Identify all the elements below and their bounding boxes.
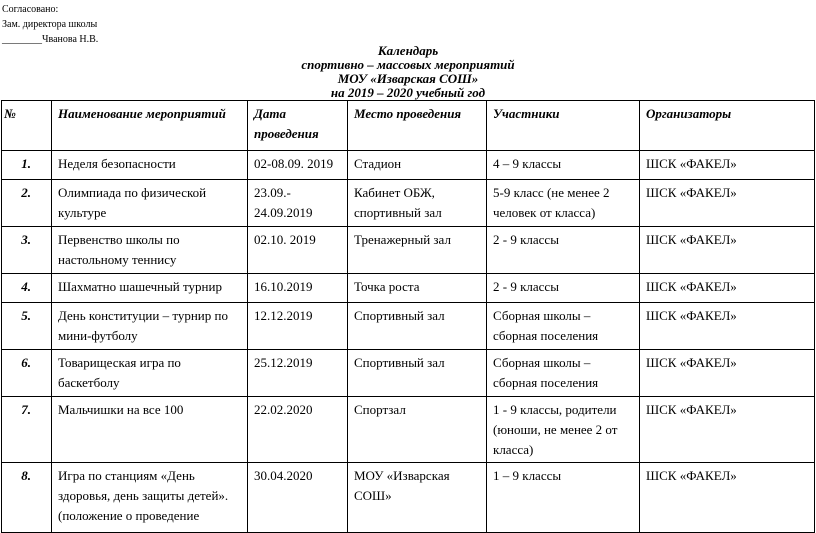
- event-date: 30.04.2020: [248, 463, 348, 533]
- event-participants: 2 - 9 классы: [487, 274, 640, 303]
- event-participants: 4 – 9 классы: [487, 151, 640, 180]
- row-number: 7.: [2, 397, 52, 463]
- events-table: [1, 100, 815, 533]
- event-date: 12.12.2019: [248, 303, 348, 350]
- event-name: Товарищеская игра по баскетболу: [52, 350, 248, 397]
- event-venue: Тренажерный зал: [348, 227, 487, 274]
- event-venue: Спортивный зал: [348, 303, 487, 350]
- event-name: Игра по станциям «День здоровья, день защиты детей». (положение о проведение: [52, 463, 248, 533]
- header-venue: Место проведения: [348, 101, 487, 151]
- row-number: 6.: [2, 350, 52, 397]
- header-participants: Участники: [487, 101, 640, 151]
- event-date: 02.10. 2019: [248, 227, 348, 274]
- row-number: 2.: [2, 180, 52, 227]
- table-row: [2, 350, 815, 397]
- event-name: Олимпиада по физической культуре: [52, 180, 248, 227]
- header-date: Дата проведения: [248, 101, 348, 151]
- event-venue: МОУ «Изварская СОШ»: [348, 463, 487, 533]
- event-organizers: ШСК «ФАКЕЛ»: [640, 350, 815, 397]
- table-row: [2, 180, 815, 227]
- approval-signature: ________Чванова Н.В.: [2, 34, 99, 45]
- event-organizers: ШСК «ФАКЕЛ»: [640, 463, 815, 533]
- event-organizers: ШСК «ФАКЕЛ»: [640, 227, 815, 274]
- title-line-2: спортивно – массовых мероприятий: [301, 57, 515, 72]
- row-number: 1.: [2, 151, 52, 180]
- event-participants: Сборная школы – сборная поселения: [487, 350, 640, 397]
- event-organizers: ШСК «ФАКЕЛ»: [640, 303, 815, 350]
- event-name: День конституции – турнир по мини-футболу: [52, 303, 248, 350]
- event-name: Шахматно шашечный турнир: [52, 274, 248, 303]
- event-participants: 5-9 класс (не менее 2 человек от класса): [487, 180, 640, 227]
- row-number: 4.: [2, 274, 52, 303]
- table-row: [2, 303, 815, 350]
- event-name: Мальчишки на все 100: [52, 397, 248, 463]
- event-participants: Сборная школы – сборная поселения: [487, 303, 640, 350]
- event-venue: Стадион: [348, 151, 487, 180]
- event-venue: Спортзал: [348, 397, 487, 463]
- event-participants: 2 - 9 классы: [487, 227, 640, 274]
- title-line-3: МОУ «Изварская СОШ»: [337, 71, 479, 86]
- event-venue: Спортивный зал: [348, 350, 487, 397]
- header-event-name: Наименование мероприятий: [52, 101, 248, 151]
- table-row: [2, 397, 815, 463]
- row-number: 5.: [2, 303, 52, 350]
- document-title: [0, 44, 816, 100]
- event-venue: Точка роста: [348, 274, 487, 303]
- table-row: [2, 151, 815, 180]
- table-row: [2, 227, 815, 274]
- event-date: 22.02.2020: [248, 397, 348, 463]
- table-row: [2, 463, 815, 533]
- event-organizers: ШСК «ФАКЕЛ»: [640, 180, 815, 227]
- event-name: Неделя безопасности: [52, 151, 248, 180]
- table-row: [2, 274, 815, 303]
- event-venue: Кабинет ОБЖ, спортивный зал: [348, 180, 487, 227]
- approval-label: Согласовано:: [2, 4, 59, 15]
- approval-block: [2, 2, 98, 47]
- event-organizers: ШСК «ФАКЕЛ»: [640, 151, 815, 180]
- event-organizers: ШСК «ФАКЕЛ»: [640, 274, 815, 303]
- header-number: №: [2, 101, 52, 151]
- title-line-4: на 2019 – 2020 учебный год: [330, 85, 486, 100]
- event-participants: 1 – 9 классы: [487, 463, 640, 533]
- event-date: 02-08.09. 2019: [248, 151, 348, 180]
- table-header-row: [2, 101, 815, 151]
- row-number: 3.: [2, 227, 52, 274]
- row-number: 8.: [2, 463, 52, 533]
- approval-position: Зам. директора школы: [2, 19, 98, 30]
- event-name: Первенство школы по настольному теннису: [52, 227, 248, 274]
- event-participants: 1 - 9 классы, родители (юноши, не менее 2 от класса): [487, 397, 640, 463]
- event-date: 16.10.2019: [248, 274, 348, 303]
- header-organizers: Организаторы: [640, 101, 815, 151]
- event-date: 23.09.- 24.09.2019: [248, 180, 348, 227]
- title-line-1: Календарь: [377, 43, 439, 58]
- event-date: 25.12.2019: [248, 350, 348, 397]
- event-organizers: ШСК «ФАКЕЛ»: [640, 397, 815, 463]
